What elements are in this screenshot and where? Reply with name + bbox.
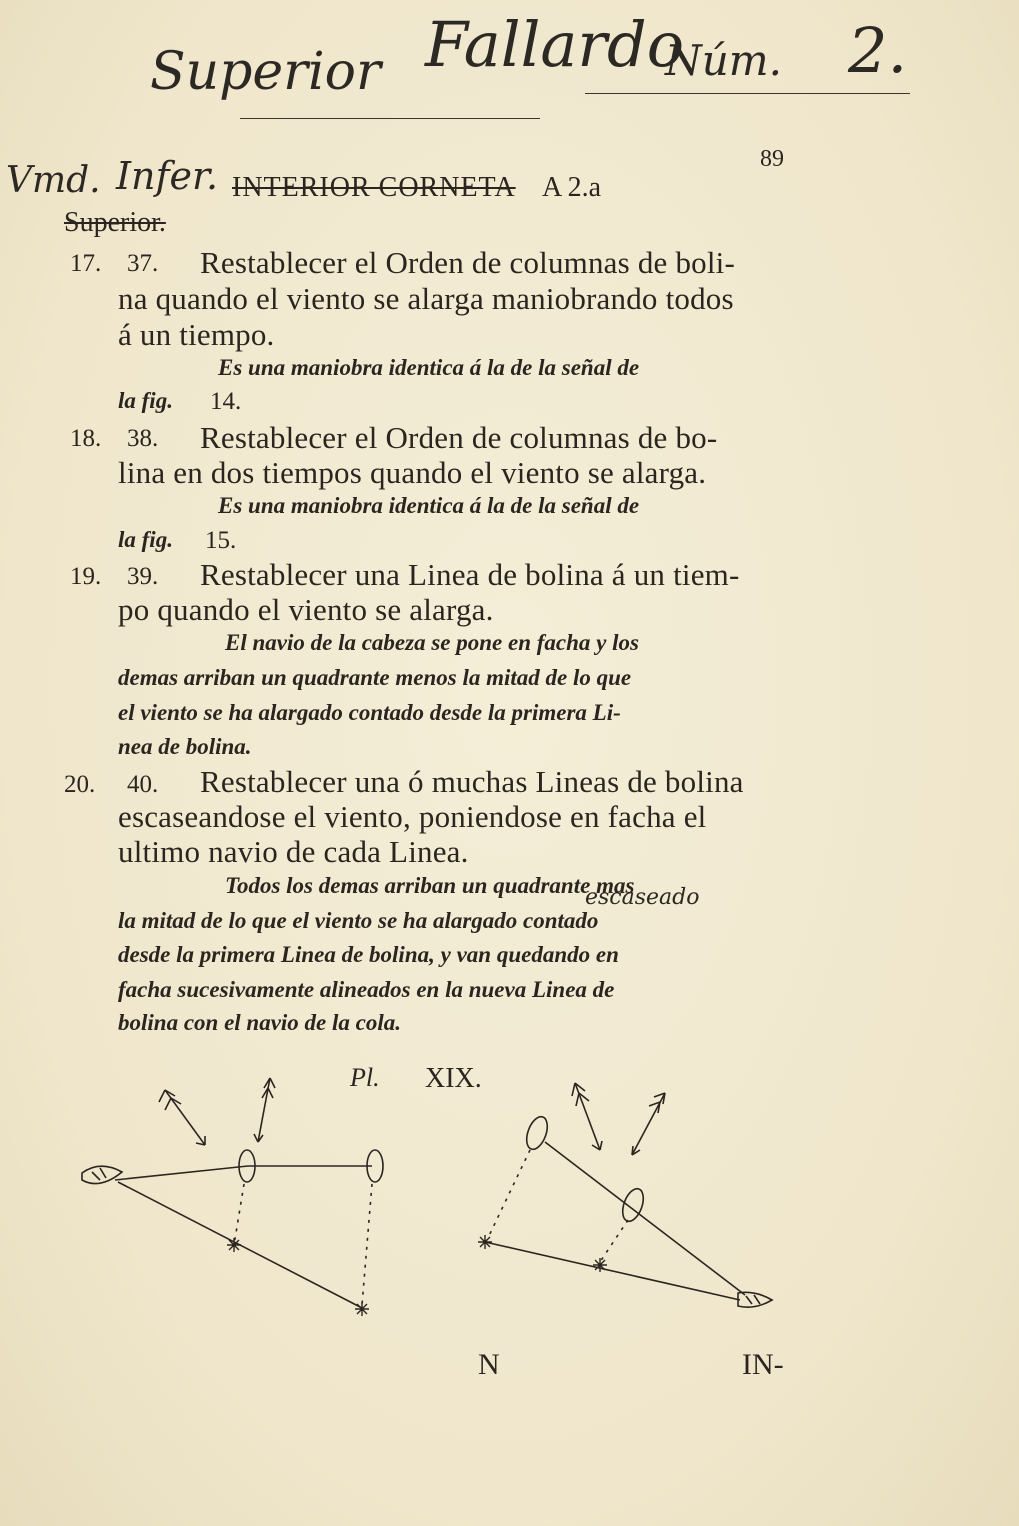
catchword-right: IN- xyxy=(742,1348,784,1381)
manuscript-vmd: Vmd. xyxy=(6,160,101,201)
right-diagram xyxy=(478,1083,772,1307)
entry-note: desde la primera Linea de bolina, y van quedando en xyxy=(118,942,619,967)
entry-note: demas arriban un quadrante menos la mitad de lo que xyxy=(118,665,632,690)
manuscript-infer: Infer. xyxy=(116,154,219,198)
entry-line: escaseandose el viento, poniendose en facha el xyxy=(118,799,707,834)
entry-line: na quando el viento se alarga maniobrando todos xyxy=(118,281,734,316)
entry-note: Es una maniobra identica á la de la señal de xyxy=(218,493,640,518)
entry-line: Restablecer el Orden de columnas de bo- xyxy=(200,420,718,455)
ship-icon xyxy=(82,1166,122,1183)
entry-line: po quando el viento se alarga. xyxy=(118,592,494,627)
page-number: 89 xyxy=(760,146,784,172)
entry-line: Restablecer el Orden de columnas de boli- xyxy=(200,245,736,280)
entry-line: Restablecer una Linea de bolina á un tiem- xyxy=(200,557,740,592)
wind-arrow-icon xyxy=(159,1090,205,1145)
entry-line: lina en dos tiempos quando el viento se alarga. xyxy=(118,455,707,490)
entry-number: 19. xyxy=(70,563,102,590)
entry-note: facha sucesivamente alineados en la nueva Linea de xyxy=(118,977,615,1002)
ship-icon xyxy=(523,1114,552,1152)
manuscript-superior: Superior xyxy=(150,42,381,102)
entry-signal: 38. xyxy=(127,425,159,452)
entry-note: nea de bolina. xyxy=(118,734,252,759)
manuscript-name: Fallardo xyxy=(425,8,685,81)
plate-number: XIX. xyxy=(425,1063,482,1094)
entry-line: Restablecer una ó muchas Lineas de bolina xyxy=(200,764,744,799)
entry-note-fig: 14. xyxy=(210,388,242,415)
star-icon xyxy=(355,1302,369,1316)
star-icon xyxy=(478,1235,492,1249)
ship-icon xyxy=(619,1186,648,1224)
entry-number: 20. xyxy=(64,771,96,798)
entry-note: Es una maniobra identica á la de la señal de xyxy=(218,355,640,380)
struck-title: INTERIOR CORNETA xyxy=(232,172,516,203)
entry-number: 18. xyxy=(70,425,102,452)
new-wind-arrow-icon xyxy=(632,1093,665,1155)
title-suffix: A 2.a xyxy=(542,172,602,203)
entry-note: la fig. xyxy=(118,388,173,413)
manuscript-correction: escaseado xyxy=(585,885,700,910)
entry-note-fig: 15. xyxy=(205,527,237,554)
new-wind-arrow-icon xyxy=(254,1078,275,1142)
entry-note: Todos los demas arriban un quadrante mas xyxy=(225,873,635,898)
entry-note: la mitad de lo que el viento se ha alargado contado xyxy=(118,908,599,933)
star-icon xyxy=(593,1258,607,1272)
entry-line: ultimo navio de cada Linea. xyxy=(118,834,469,869)
entry-note: la fig. xyxy=(118,527,173,552)
catchword-left: N xyxy=(478,1348,500,1381)
entry-signal: 39. xyxy=(127,563,159,590)
left-diagram xyxy=(82,1078,383,1316)
star-icon xyxy=(227,1238,241,1252)
wind-arrow-icon xyxy=(572,1083,602,1150)
manuscript-num-label: Núm. xyxy=(665,36,782,85)
entry-note: bolina con el navio de la cola. xyxy=(118,1010,402,1035)
entry-note: El navio de la cabeza se pone en facha y los xyxy=(225,630,639,655)
struck-word: Superior. xyxy=(64,207,166,238)
entry-number: 17. xyxy=(70,250,102,277)
entry-signal: 37. xyxy=(127,250,159,277)
entry-note: el viento se ha alargado contado desde la primera Li- xyxy=(118,700,621,725)
entry-line: á un tiempo. xyxy=(118,317,275,352)
entry-signal: 40. xyxy=(127,771,159,798)
plate-label: Pl. xyxy=(350,1063,380,1092)
manuscript-num-value: 2. xyxy=(848,14,908,87)
